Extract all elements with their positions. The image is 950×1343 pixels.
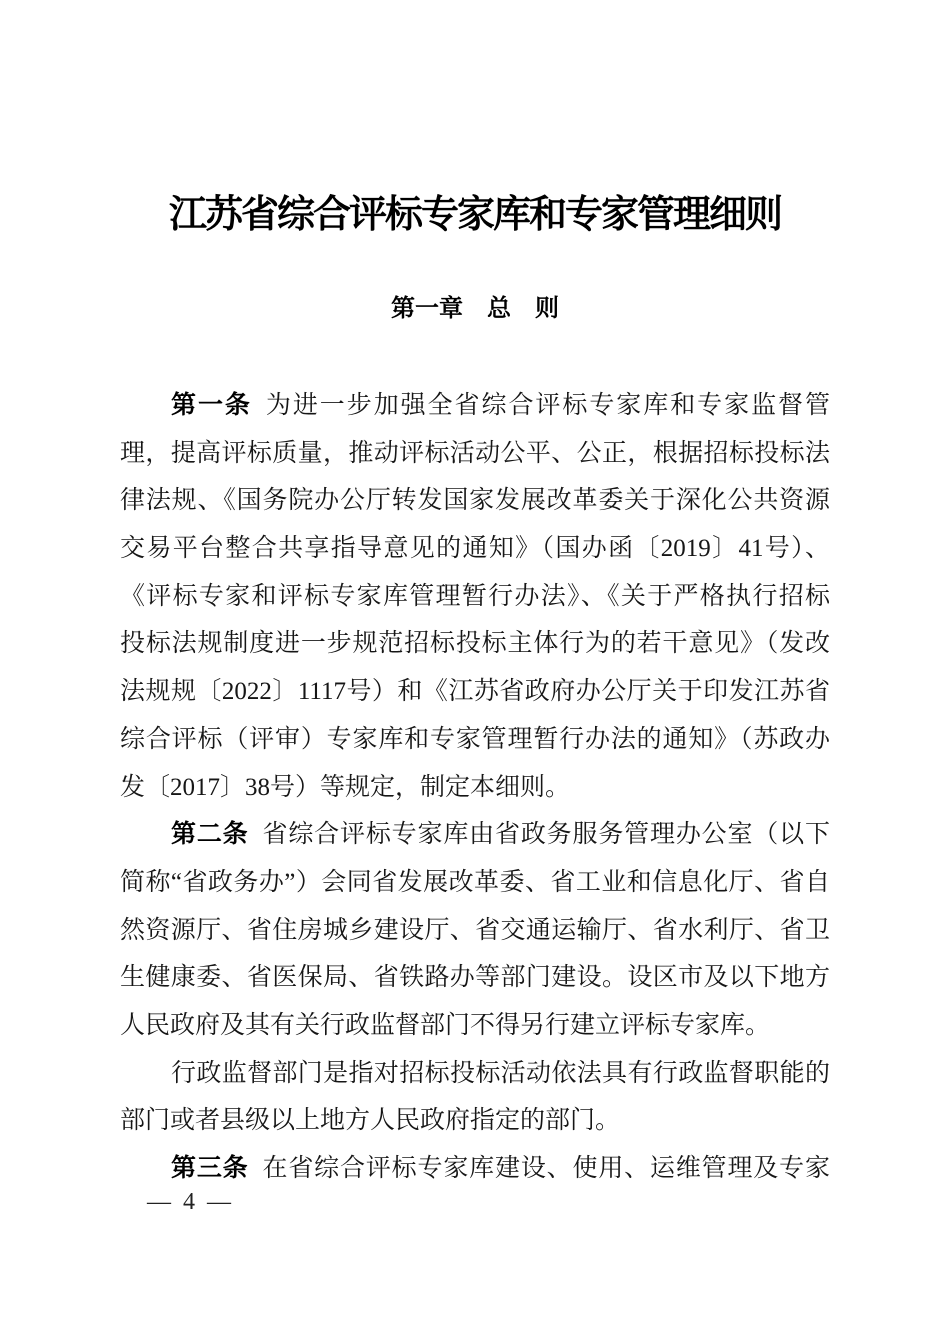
line-text: 然资源厅、省住房城乡建设厅、省交通运输厅、省水利厅、省卫 bbox=[120, 916, 830, 944]
body-line bbox=[120, 859, 830, 907]
line-text: 为进一步加强全省综合评标专家库和专家监督管 bbox=[265, 392, 830, 419]
body-line bbox=[120, 1050, 830, 1098]
article-number: 第三条 bbox=[171, 1154, 249, 1182]
line-text: 行政监督部门是指对招标投标活动依法具有行政监督职能的 bbox=[171, 1059, 830, 1087]
article-number: 第一条 bbox=[171, 391, 252, 419]
document-body bbox=[120, 382, 830, 1193]
article-number: 第二条 bbox=[171, 820, 249, 849]
body-line bbox=[120, 764, 830, 812]
line-text: 人民政府及其有关行政监督部门不得另行建立评标专家库。 bbox=[120, 1011, 771, 1039]
body-line bbox=[120, 811, 830, 859]
body-line bbox=[120, 525, 830, 573]
line-text: 发〔2017〕38号）等规定，制定本细则。 bbox=[120, 773, 571, 801]
line-text: 省综合评标专家库由省政务服务管理办公室（以下 bbox=[262, 821, 830, 849]
body-line bbox=[120, 668, 830, 716]
body-line bbox=[120, 1145, 830, 1193]
chapter-heading: 第一章 总 则 bbox=[391, 295, 559, 322]
line-text: 简称“省政务办”）会同省发展改革委、省工业和信息化厅、省自 bbox=[120, 868, 830, 896]
body-line bbox=[120, 1002, 830, 1050]
line-text: 理，提高评标质量，推动评标活动公平、公正，根据招标投标法 bbox=[120, 439, 830, 467]
line-text: 在省综合评标专家库建设、使用、运维管理及专家 bbox=[262, 1155, 830, 1182]
body-line bbox=[120, 430, 830, 478]
page-number: — 4 — bbox=[147, 1189, 234, 1215]
line-text: 律法规、《国务院办公厅转发国家发展改革委关于深化公共资源 bbox=[120, 487, 830, 515]
line-text: 投标法规制度进一步规范招标投标主体行为的若干意见》（发改 bbox=[120, 630, 830, 658]
line-text: 法规规〔2022〕1117号）和《江苏省政府办公厅关于印发江苏省 bbox=[120, 678, 830, 706]
line-text: 综合评标（评审）专家库和专家管理暂行办法的通知》（苏政办 bbox=[120, 725, 830, 753]
line-text: 部门或者县级以上地方人民政府指定的部门。 bbox=[120, 1107, 621, 1135]
document-title: 江苏省综合评标专家库和专家管理细则 bbox=[168, 194, 781, 236]
body-line bbox=[120, 620, 830, 668]
body-line bbox=[120, 477, 830, 525]
line-text: 交易平台整合共享指导意见的通知》（国办函〔2019〕41号）、 bbox=[120, 535, 830, 563]
body-line bbox=[120, 382, 830, 430]
body-line bbox=[120, 716, 830, 764]
body-line bbox=[120, 954, 830, 1002]
line-text: 生健康委、省医保局、省铁路办等部门建设。设区市及以下地方 bbox=[120, 964, 830, 992]
body-line bbox=[120, 1097, 830, 1145]
body-line bbox=[120, 573, 830, 621]
body-line bbox=[120, 907, 830, 955]
line-text: 《评标专家和评标专家库管理暂行办法》、《关于严格执行招标 bbox=[120, 582, 830, 610]
